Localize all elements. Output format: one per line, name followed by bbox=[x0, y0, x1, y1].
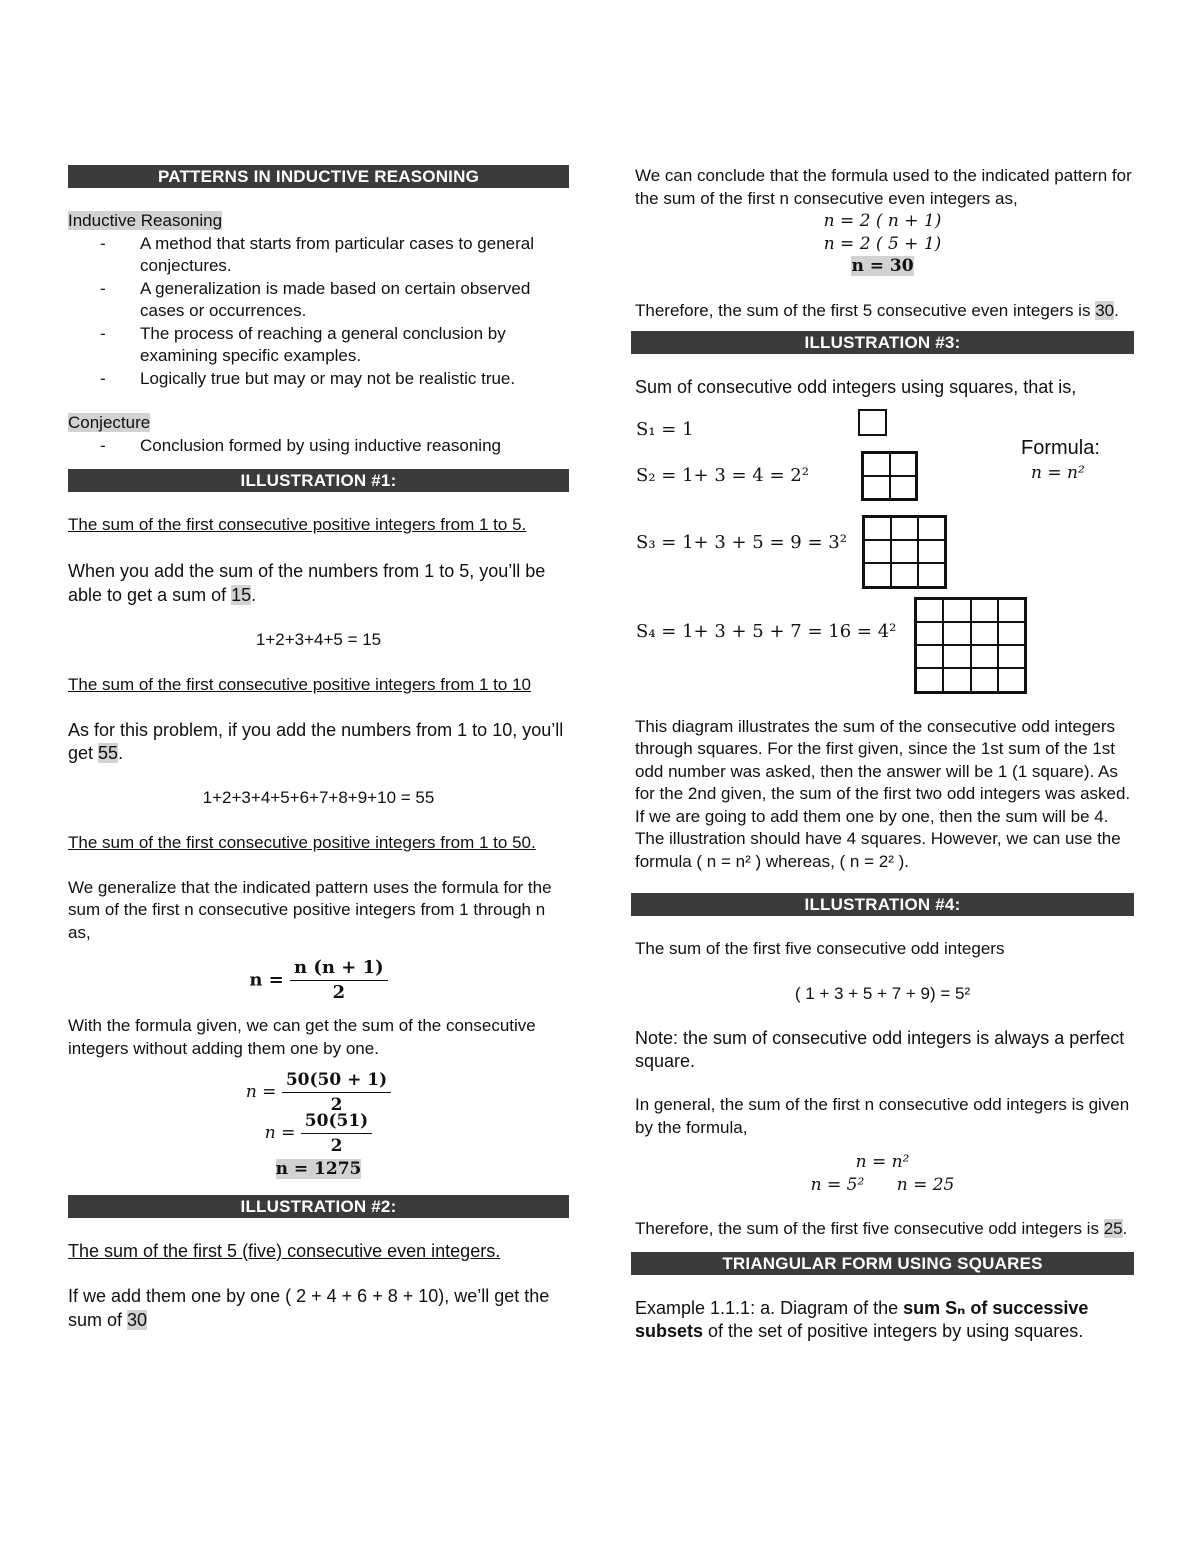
term-inductive-reasoning: Inductive Reasoning bbox=[68, 211, 223, 230]
equation: 1+2+3+4+5+6+7+8+9+10 = 55 bbox=[202, 787, 435, 807]
square-3x3 bbox=[862, 515, 947, 589]
list-item: - Logically true but may or may not be realistic true. bbox=[100, 368, 516, 388]
sum-s2: S₂ = 1+ 3 = 4 = 2² bbox=[636, 464, 809, 486]
sum-s1: S₁ = 1 bbox=[636, 418, 694, 440]
general-formula: n = $\frac{n (n + 1)}{2}$ bbox=[68, 956, 569, 1005]
section-header-triangular: TRIANGULAR FORM USING SQUARES bbox=[631, 1252, 1134, 1275]
section-header-illustration-1: ILLUSTRATION #1: bbox=[68, 469, 569, 492]
paragraph: Note: the sum of consecutive odd integers is always a perfect square. bbox=[635, 1028, 1125, 1071]
section-header-illustration-2: ILLUSTRATION #2: bbox=[68, 1195, 569, 1218]
problem-title: The sum of the first consecutive positive integers from 1 to 10 bbox=[68, 675, 531, 694]
sum-s3: S₃ = 1+ 3 + 5 = 9 = 3² bbox=[636, 531, 847, 553]
paragraph: Therefore, the sum of the first five consecutive odd integers is 25. bbox=[635, 1219, 1128, 1238]
formula-label: Formula: bbox=[1021, 436, 1100, 459]
section-header-illustration-3: ILLUSTRATION #3: bbox=[631, 331, 1134, 354]
section-header-patterns: PATTERNS IN INDUCTIVE REASONING bbox=[68, 165, 569, 188]
problem-title: The sum of the first consecutive positive integers from 1 to 5. bbox=[68, 515, 527, 534]
problem-text: As for this problem, if you add the numbers from 1 to 10, you’ll get 55. bbox=[68, 719, 564, 763]
list-item: - A method that starts from particular cases to general conjectures. bbox=[100, 233, 535, 275]
problem-text: When you add the sum of the numbers from 1 to 5, you’ll be able to get a sum of 15. bbox=[68, 560, 546, 605]
example-text: Example 1.1.1: a. Diagram of the sum Sₙ of successive subsets of the set of positive integers by using squares. bbox=[635, 1297, 1089, 1341]
problem-text: If we add them one by one ( 2 + 4 + 6 + 8 + 10), we’ll get the sum of 30 bbox=[68, 1286, 550, 1330]
calculation: n = $\frac{50(50 + 1)}{2}$ n = $\frac{50(51)}{2}$ n = 1275 bbox=[68, 1068, 569, 1181]
list-item: - A generalization is made based on certain observed cases or occurrences. bbox=[100, 278, 531, 320]
paragraph: In general, the sum of the first n consecutive odd integers is given by the formula, bbox=[635, 1095, 1130, 1137]
equation: ( 1 + 3 + 5 + 7 + 9) = 5² bbox=[794, 983, 971, 1003]
paragraph: Sum of consecutive odd integers using squares, that is, bbox=[635, 377, 1077, 397]
sum-s4: S₄ = 1+ 3 + 5 + 7 = 16 = 4² bbox=[636, 620, 897, 642]
equation: 1+2+3+4+5 = 15 bbox=[255, 629, 382, 649]
paragraph: Therefore, the sum of the first 5 consecutive even integers is 30. bbox=[635, 300, 1119, 320]
list-item: - Conclusion formed by using inductive reasoning bbox=[100, 435, 501, 455]
section-header-illustration-4: ILLUSTRATION #4: bbox=[631, 893, 1134, 916]
result-highlight: n = 1275 bbox=[275, 1159, 362, 1179]
problem-title: The sum of the first 5 (five) consecutive even integers. bbox=[68, 1240, 501, 1261]
paragraph: The sum of the first five consecutive odd integers bbox=[635, 939, 1005, 958]
right-column bbox=[631, 165, 1134, 1343]
odd-formula: n = n² n = 5² n = 25 bbox=[810, 1152, 955, 1195]
term-conjecture: Conjecture bbox=[68, 413, 151, 432]
list-item: - The process of reaching a general conclusion by examining specific examples. bbox=[100, 323, 506, 365]
paragraph: We can conclude that the formula used to the indicated pattern for the sum of the first n consecutive even integers as, bbox=[635, 166, 1132, 208]
even-formula: n = 2 ( n + 1) n = 2 ( 5 + 1) n = 30 bbox=[823, 211, 942, 276]
problem-text: With the formula given, we can get the sum of the consecutive integers without adding them one by one. bbox=[68, 1016, 536, 1058]
squares-diagram bbox=[631, 399, 1134, 694]
left-column bbox=[68, 165, 569, 1332]
paragraph: This diagram illustrates the sum of the consecutive odd integers through squares. For the first given, since the 1st sum of the 1st odd number was asked, then the answer will be 1 (1 square). As for the 2nd given, the sum of the first two odd integers was asked. If we are going to add them one by one, then the sum will be 4. The illustration should have 4 squares. However, we can use the formula ( n = n² ) whereas, ( n = 2² ). bbox=[635, 716, 1131, 871]
problem-text: We generalize that the indicated pattern uses the formula for the sum of the first n consecutive positive integers from 1 through n as, bbox=[68, 877, 552, 942]
problem-title: The sum of the first consecutive positive integers from 1 to 50. bbox=[68, 833, 536, 852]
square-1x1 bbox=[858, 409, 887, 436]
square-2x2 bbox=[861, 451, 918, 501]
formula-n-squared: n = n² bbox=[1031, 462, 1085, 483]
square-4x4 bbox=[914, 597, 1027, 694]
